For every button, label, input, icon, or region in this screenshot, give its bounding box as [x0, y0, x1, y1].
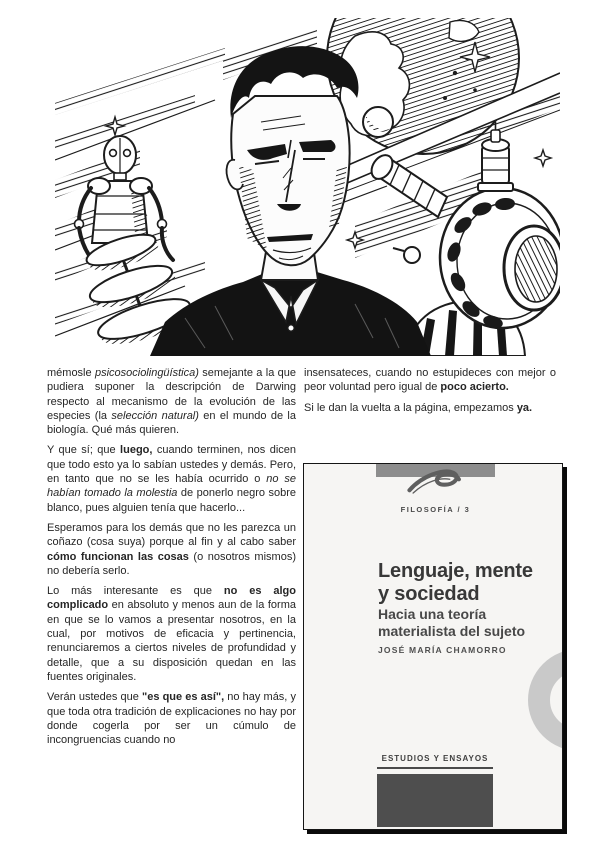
collection-label: FILOSOFÍA / 3: [400, 505, 471, 514]
book-subtitle-line1: Hacia una teoría: [378, 606, 487, 622]
series-rule: [377, 767, 493, 769]
big-gray-glyph: [517, 642, 562, 762]
series-label: ESTUDIOS Y ENSAYOS: [381, 754, 489, 763]
publisher-logo-box: [377, 774, 493, 827]
paragraph: Lo más interesante es que no es algo complicado en absoluto y menos aun de la forma en que se lo vamos a presentar nosotros, en la cual, por motivos de eficacia y pertinencia, renunciaremos a ciertos niveles de profundidad y detalle, que a su disposición quedan en las fuentes originales.: [47, 585, 296, 683]
paragraph: Si le dan la vuelta a la página, empezamos ya.: [304, 401, 533, 414]
book-author: JOSÉ MARÍA CHAMORRO: [378, 645, 507, 655]
retro-scifi-illustration: [55, 18, 560, 356]
publisher-swoosh-logo: [404, 466, 468, 498]
text-column-right: [304, 366, 556, 421]
paragraph: Esperamos para los demás que no les parezca un coñazo (cosa suya) porque al fin y al cabo saber cómo funcionan las cosas (o nosotros mismos) no debería serlo.: [47, 521, 296, 577]
book-title: [378, 560, 533, 605]
book-cover: [303, 463, 563, 830]
text-column-left: [47, 366, 296, 753]
book-subtitle-line2: materialista del sujeto: [378, 623, 526, 639]
paragraph: insensateces, cuando no estupideces con mejor o peor voluntad pero igual de poco acierto.: [304, 367, 556, 394]
paragraph: Verán ustedes que "es que es así", no hay más, y que toda otra tradición de explicaciones no hay por donde cogerla por ser un cúmulo de incongruencias cuando no: [47, 691, 296, 747]
book-title-line2: y sociedad: [378, 582, 480, 605]
paragraph: Y que sí; que luego, cuando terminen, nos dicen que todo esto ya lo sabían ustedes y demás. Pero, en tanto que no se les había ocurrido o no se habían tomado la molestia de ponerlo negro sobre blanco, pues alguien tenía que hacerlo...: [47, 444, 296, 514]
paragraph: mémosle psicosociolingüística) semejante a la que pudiera suponer la descripción de Darwing respecto al mecanismo de la evolución de las especies (la selección natural) en el mundo de la biología. Qué más quieren.: [47, 367, 296, 437]
book-subtitle: [378, 606, 525, 640]
book-title-line1: Lenguaje, mente: [378, 560, 533, 582]
